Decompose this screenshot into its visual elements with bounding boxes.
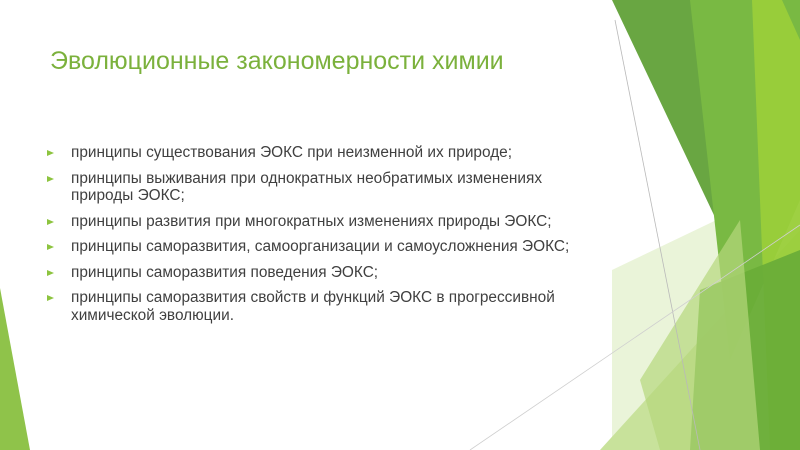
arrow-bullet-icon [47,150,54,156]
arrow-bullet-icon [47,244,54,250]
bullet-text: принципы выживания при однократных необратимых изменениях природы ЭОКС; [71,169,543,204]
bullet-item [47,238,607,256]
bullet-item [47,170,607,205]
arrow-bullet-icon [47,176,54,182]
arrow-bullet-icon [47,270,54,276]
bullet-list [47,144,607,332]
bullet-text: принципы саморазвития, самоорганизации и самоусложнения ЭОКС; [71,238,570,255]
arrow-bullet-icon [47,219,54,225]
bullet-text: принципы существования ЭОКС при неизменной их природе; [71,144,513,161]
bullet-item [47,213,607,231]
bullet-item [47,144,607,162]
slide-title: Эволюционные закономерности химии [50,47,504,75]
bullet-text: принципы развития при многократных изменениях природы ЭОКС; [71,212,552,230]
bullet-text: принципы саморазвития свойств и функций ЭОКС в прогрессивной химической эволюции. [71,289,555,324]
bullet-item [47,289,607,324]
arrow-bullet-icon [47,295,54,301]
bullet-item [47,264,607,282]
left-edge-facet [0,288,30,450]
bullet-text: принципы саморазвития поведения ЭОКС; [71,263,379,281]
